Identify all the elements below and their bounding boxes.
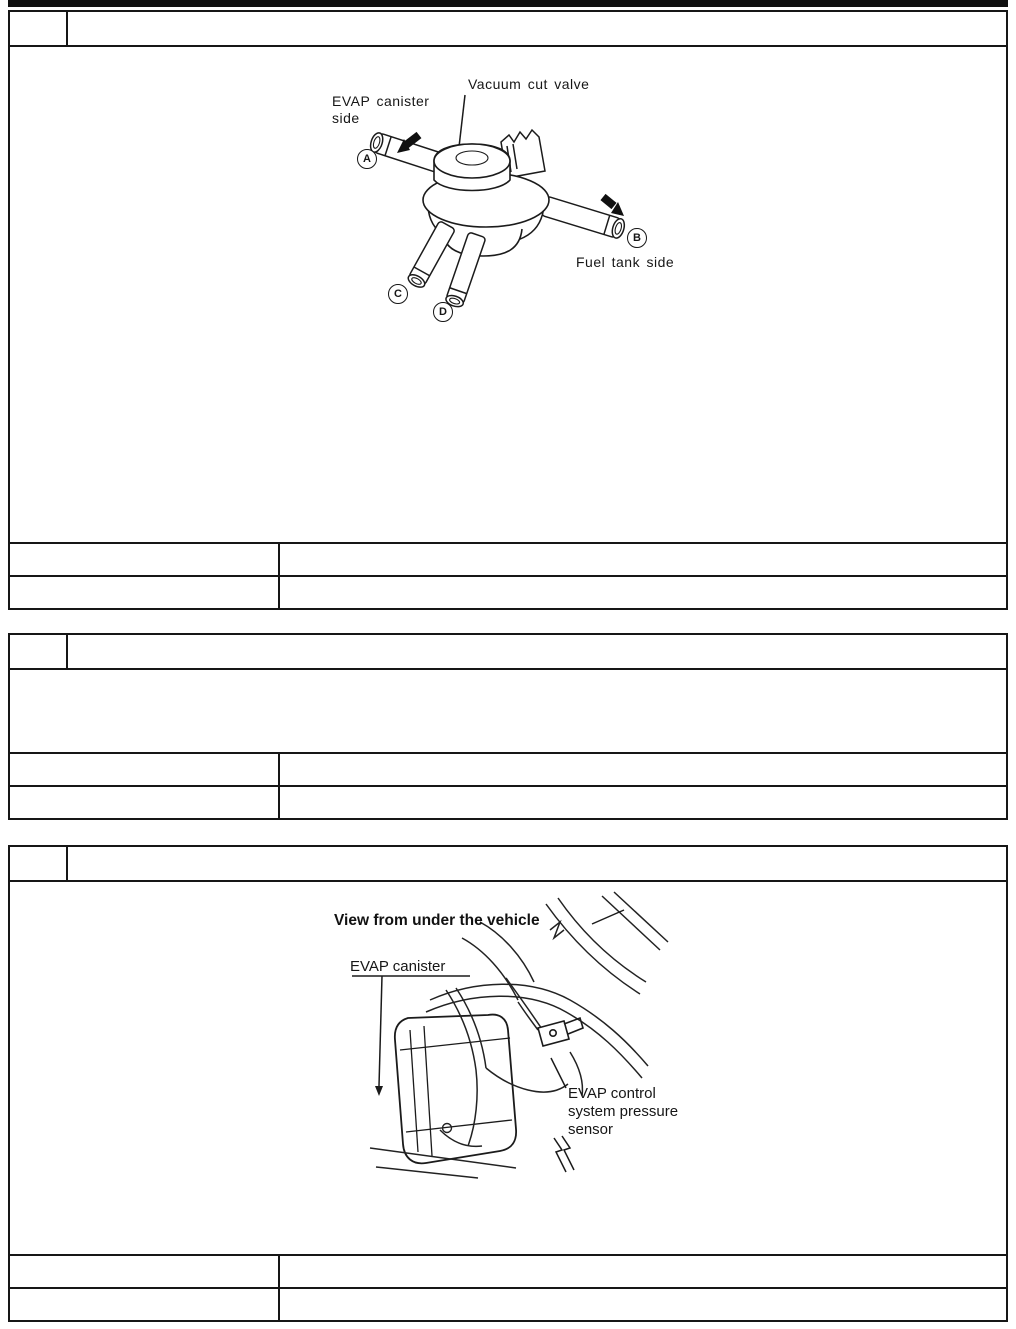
table1-step-cell <box>10 12 68 45</box>
table3-header-row <box>10 847 1006 882</box>
table3-row-1 <box>10 1254 1006 1287</box>
table2-row-2 <box>10 785 1006 818</box>
table1-header-row <box>10 12 1006 47</box>
table2-header-row <box>10 635 1006 670</box>
port-c-badge: C <box>388 284 408 304</box>
page-top-rule <box>8 0 1008 7</box>
evap-canister-side-label: EVAP canister side <box>332 93 430 126</box>
flow-arrow-b-icon <box>603 197 624 216</box>
table3-row-2-left-cell <box>10 1289 280 1320</box>
table3-instruction-cell <box>68 847 1006 880</box>
pressure-sensor-label: EVAP control system pressure sensor <box>568 1085 679 1138</box>
table2-row-2-right-cell <box>280 787 1006 818</box>
vacuum-cut-valve-label: Vacuum cut valve <box>468 76 590 92</box>
table1-row-2-left-cell <box>10 577 280 608</box>
table3-row-2-right-cell <box>280 1289 1006 1320</box>
table2-row-2-left-cell <box>10 787 280 818</box>
table2-instruction-cell <box>68 635 1006 668</box>
table2-row-1 <box>10 752 1006 785</box>
evap-canister-label: EVAP canister <box>350 958 446 975</box>
vacuum-cut-valve-art <box>10 47 1006 542</box>
table1-instruction-cell <box>68 12 1006 45</box>
table2-step-cell <box>10 635 68 668</box>
under-vehicle-figure <box>10 882 1006 1254</box>
table3-row-1-left-cell <box>10 1256 280 1287</box>
table1-row-1-left-cell <box>10 544 280 575</box>
break-marks <box>554 1136 574 1172</box>
table1-row-2-right-cell <box>280 577 1006 608</box>
port-a-badge: A <box>357 149 377 169</box>
table2-row-1-right-cell <box>280 754 1006 785</box>
table1-row-1 <box>10 542 1006 575</box>
under-vehicle-title: View from under the vehicle <box>334 912 540 929</box>
port-b-badge: B <box>627 228 647 248</box>
fuel-tank-side-label: Fuel tank side <box>576 254 675 270</box>
table3-row-1-right-cell <box>280 1256 1006 1287</box>
under-vehicle-art <box>10 882 1006 1254</box>
port-a-tube <box>368 131 444 173</box>
table2-row-1-left-cell <box>10 754 280 785</box>
port-c-tube <box>406 221 455 290</box>
table3-step-cell <box>10 847 68 880</box>
table3-row-2 <box>10 1287 1006 1320</box>
table1-row-1-right-cell <box>280 544 1006 575</box>
table2-content <box>10 670 1006 752</box>
procedure-table-2 <box>8 633 1008 820</box>
pressure-sensor-drawing <box>538 1018 583 1046</box>
canister-leader-arrowhead <box>375 1086 383 1096</box>
table1-row-2 <box>10 575 1006 608</box>
port-d-badge: D <box>433 302 453 322</box>
procedure-table-1 <box>8 10 1008 610</box>
vacuum-cut-valve-figure <box>10 47 1006 542</box>
procedure-table-3 <box>8 845 1008 1322</box>
leader-line <box>459 95 465 147</box>
